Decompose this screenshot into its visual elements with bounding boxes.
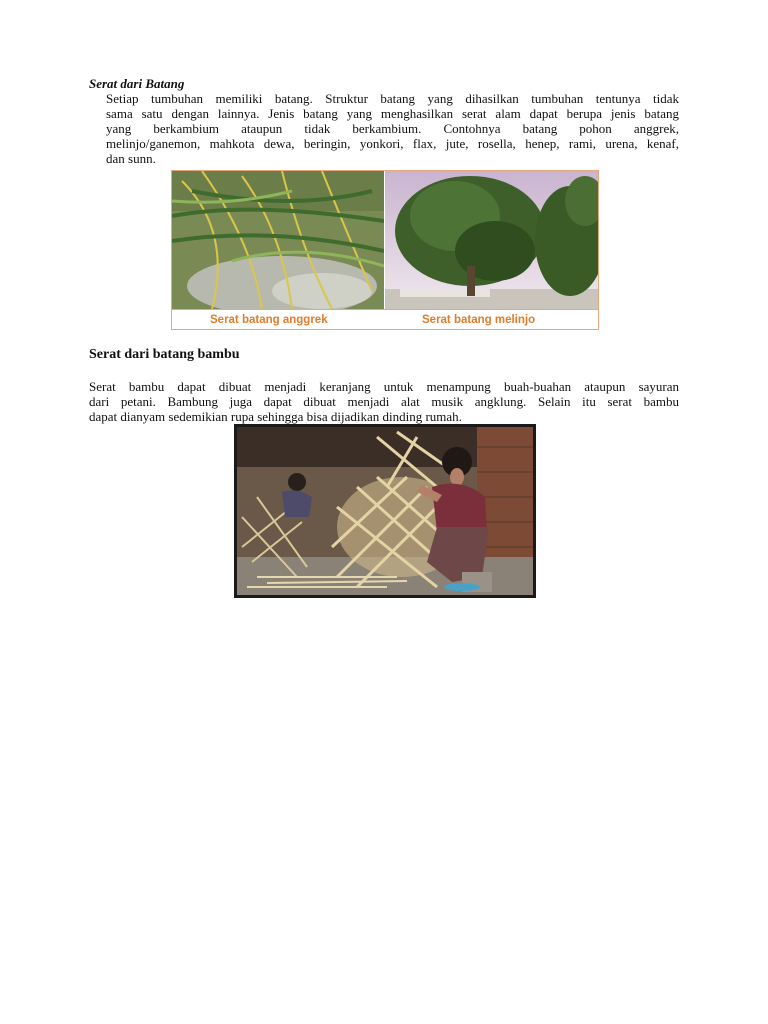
- paragraph-line: Setiap tumbuhan memiliki batang. Struktur batang yang dihasilkan tumbuhan tentunya tidak: [106, 91, 679, 106]
- section-serat-batang: [89, 76, 679, 166]
- paragraph-line: yang berkambium ataupun tidak berkambium. Contohnya batang pohon anggrek,: [106, 121, 679, 136]
- figure-stem-fibers: [171, 170, 599, 330]
- paragraph-line: dan sunn.: [106, 151, 156, 166]
- paragraph-line: dapat dianyam sedemikian rupa sehingga bisa dijadikan dinding rumah.: [89, 409, 462, 424]
- photo-melinjo-tree: [385, 171, 598, 309]
- paragraph-line: Serat bambu dapat dibuat menjadi keranjang untuk menampung buah-buahan ataupun sayuran: [89, 379, 679, 394]
- paragraph-bamboo: [89, 379, 679, 424]
- paragraph-line: melinjo/ganemon, mahkota dewa, beringin, yonkori, flax, jute, rosella, henep, rami, urena, kenaf,: [106, 136, 679, 151]
- caption-orchid: Serat batang anggrek: [210, 314, 328, 326]
- section-title-bamboo: Serat dari batang bambu: [89, 347, 240, 362]
- caption-melinjo: Serat batang melinjo: [422, 314, 536, 326]
- paragraph-line: sama satu dengan lainnya. Jenis batang yang menghasilkan serat alam dapat berupa jenis batang: [106, 106, 679, 121]
- photo-bamboo-weaving: [234, 424, 536, 598]
- paragraph-line: dari petani. Bambung juga dapat dibuat menjadi alat musik angklung. Selain itu serat bambu: [89, 394, 679, 409]
- photo-orchid-stem: [172, 171, 384, 309]
- caption-bar: [172, 309, 598, 330]
- section-title: Serat dari Batang: [89, 76, 185, 91]
- paragraph: [89, 91, 679, 166]
